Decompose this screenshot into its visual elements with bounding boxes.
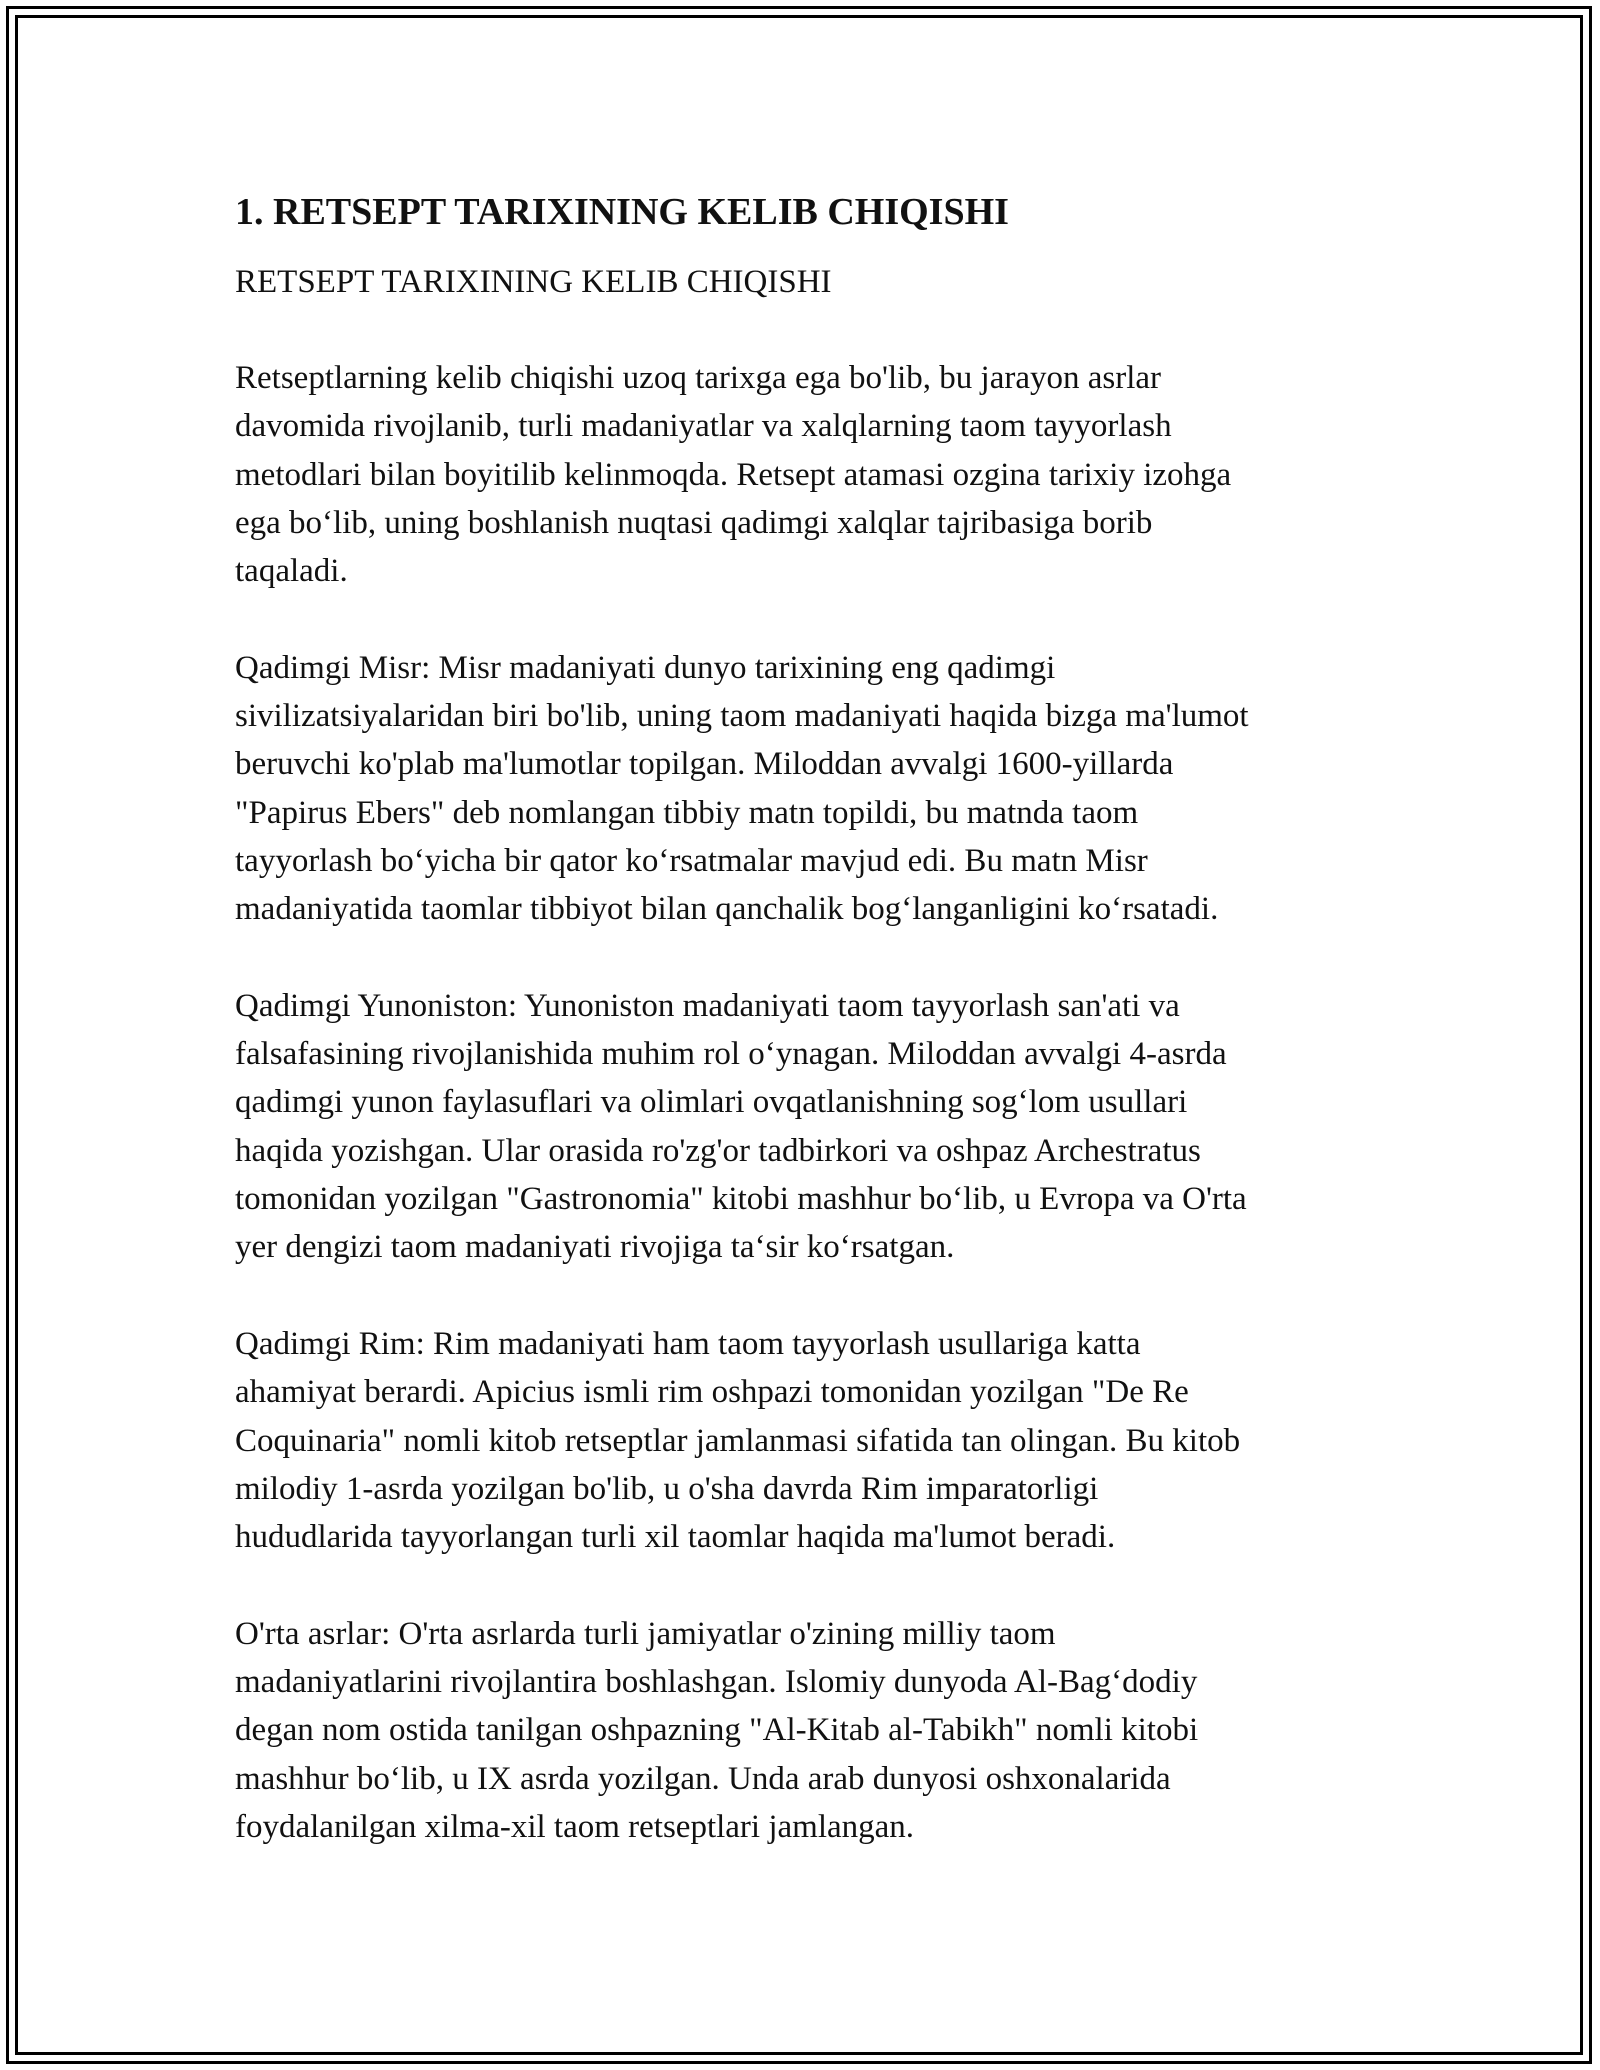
text-line: metodlari bilan boyitilib kelinmoqda. Retsept atamasi ozgina tarixiy izohga: [235, 456, 1232, 493]
text-line: ega bo‘lib, uning boshlanish nuqtasi qadimgi xalqlar tajribasiga borib: [235, 504, 1153, 541]
text-line: yer dengizi taom madaniyati rivojiga ta‘sir ko‘rsatgan.: [235, 1229, 955, 1266]
text-line: davomida rivojlanib, turli madaniyatlar va xalqlarning taom tayyorlash: [235, 408, 1172, 445]
document-body: [235, 188, 1370, 1900]
text-line: foydalanilgan xilma-xil taom retseptlari jamlangan.: [235, 1808, 915, 1845]
text-line: haqida yozishgan. Ular orasida ro'zg'or tadbirkori va oshpaz Archestratus: [235, 1132, 1201, 1169]
text-line: sivilizatsiyalaridan biri bo'lib, uning taom madaniyati haqida bizga ma'lumot: [235, 698, 1249, 735]
text-line: mashhur bo‘lib, u IX asrda yozilgan. Unda arab dunyosi oshxonalarida: [235, 1760, 1171, 1797]
paragraph-middle-ages: [235, 1610, 1370, 1851]
text-line: ahamiyat berardi. Apicius ismli rim oshpazi tomonidan yozilgan "De Re: [235, 1374, 1189, 1411]
text-line: hududlarida tayyorlangan turli xil taomlar haqida ma'lumot beradi.: [235, 1519, 1116, 1556]
text-line: madaniyatida taomlar tibbiyot bilan qanchalik bog‘langanligini ko‘rsatadi.: [235, 891, 1219, 928]
text-line: tayyorlash bo‘yicha bir qator ko‘rsatmalar mavjud edi. Bu matn Misr: [235, 842, 1148, 879]
text-line: tomonidan yozilgan "Gastronomia" kitobi mashhur bo‘lib, u Evropa va O'rta: [235, 1181, 1247, 1218]
text-line: O'rta asrlar: O'rta asrlarda turli jamiyatlar o'zining milliy taom: [235, 1615, 1056, 1652]
section-heading: 1. RETSEPT TARIXINING KELIB CHIQISHI: [235, 191, 1009, 233]
text-line: "Papirus Ebers" deb nomlangan tibbiy matn topildi, bu matnda taom: [235, 794, 1139, 831]
paragraph-intro: [235, 354, 1370, 595]
paragraph-rome: [235, 1320, 1370, 1561]
text-line: Coquinaria" nomli kitob retseptlar jamlanmasi sifatida tan olingan. Bu kitob: [235, 1422, 1241, 1459]
paragraph-greece: [235, 982, 1370, 1272]
text-line: beruvchi ko'plab ma'lumotlar topilgan. Miloddan avvalgi 1600-yillarda: [235, 746, 1174, 783]
text-line: Qadimgi Rim: Rim madaniyati ham taom tayyorlash usullariga katta: [235, 1325, 1141, 1362]
text-line: milodiy 1-asrda yozilgan bo'lib, u o'sha davrda Rim imparatorligi: [235, 1470, 1099, 1507]
paragraph-egypt: [235, 644, 1370, 934]
text-line: Retseptlarning kelib chiqishi uzoq tarixga ega bo'lib, bu jarayon asrlar: [235, 360, 1162, 396]
text-line: taqaladi.: [235, 553, 348, 590]
text-line: Qadimgi Misr: Misr madaniyati dunyo tarixining eng qadimgi: [235, 649, 1056, 686]
text-line: Qadimgi Yunoniston: Yunoniston madaniyati taom tayyorlash san'ati va: [235, 987, 1180, 1024]
text-line: madaniyatlarini rivojlantira boshlashgan. Islomiy dunyoda Al-Bag‘dodiy: [235, 1664, 1198, 1701]
section-subheading: RETSEPT TARIXINING KELIB CHIQISHI: [235, 264, 832, 300]
text-line: degan nom ostida tanilgan oshpazning "Al-Kitab al-Tabikh" nomli kitobi: [235, 1712, 1199, 1749]
text-line: falsafasining rivojlanishida muhim rol o‘ynagan. Miloddan avvalgi 4-asrda: [235, 1036, 1227, 1073]
text-line: qadimgi yunon faylasuflari va olimlari ovqatlanishning sog‘lom usullari: [235, 1084, 1188, 1121]
